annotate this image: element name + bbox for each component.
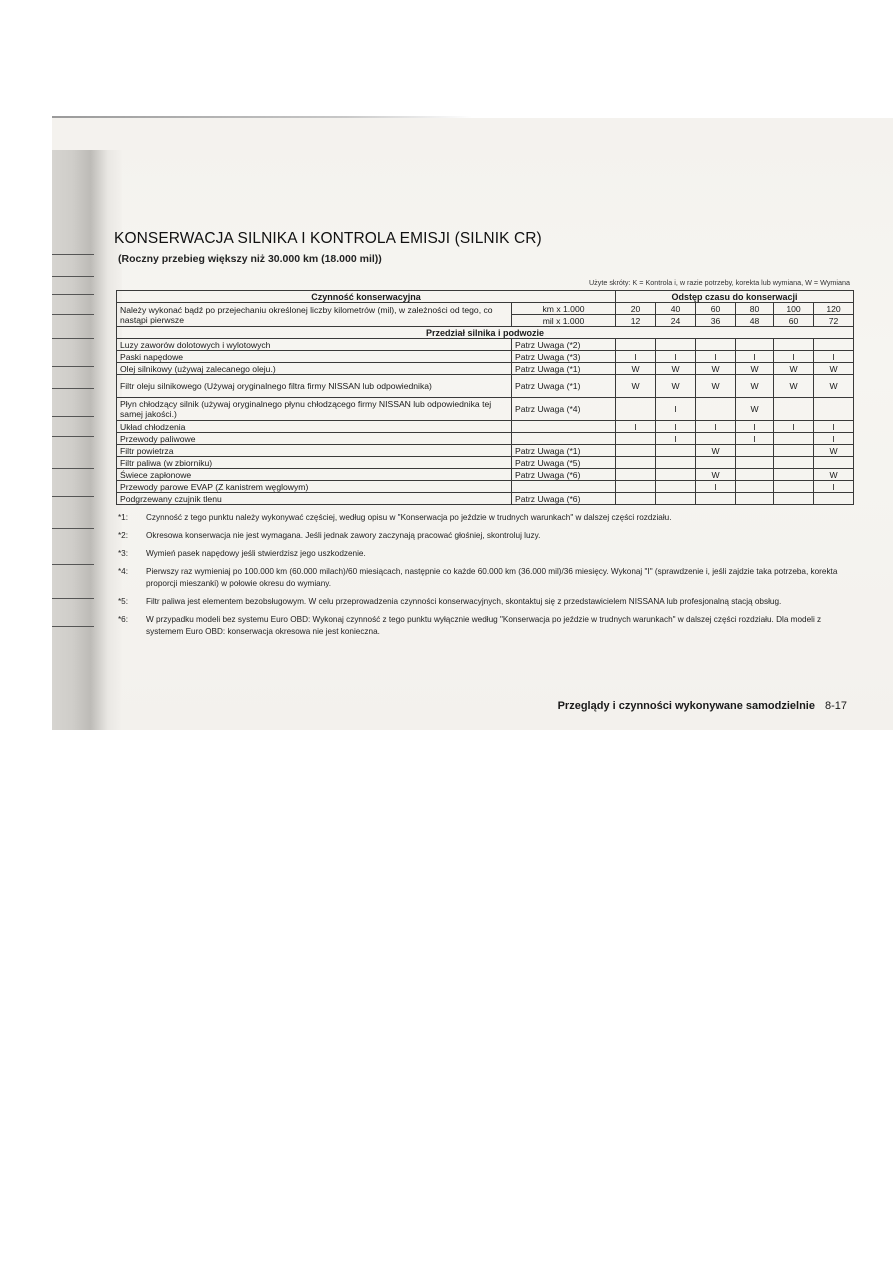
row-action-cell bbox=[696, 493, 736, 505]
row-action-cell bbox=[616, 469, 656, 481]
km-value: 80 bbox=[736, 303, 774, 315]
row-note: Patrz Uwaga (*6) bbox=[512, 469, 616, 481]
table-row bbox=[117, 433, 854, 445]
row-action-cell bbox=[736, 469, 774, 481]
row-action-cell: I bbox=[616, 351, 656, 363]
km-value: 40 bbox=[656, 303, 696, 315]
row-action-cell bbox=[814, 398, 854, 421]
row-action-cell bbox=[656, 339, 696, 351]
page-footer bbox=[558, 700, 847, 712]
row-action-cell bbox=[736, 481, 774, 493]
row-action-cell bbox=[696, 457, 736, 469]
row-action-cell bbox=[814, 457, 854, 469]
row-action-cell: I bbox=[814, 421, 854, 433]
row-action-cell bbox=[774, 469, 814, 481]
table-row bbox=[117, 469, 854, 481]
footnote-text: Wymień pasek napędowy jeśli stwierdzisz jego uszkodzenie. bbox=[146, 549, 366, 558]
row-note: Patrz Uwaga (*6) bbox=[512, 493, 616, 505]
footnote-text: Czynność z tego punktu należy wykonywać częściej, według opisu w "Konserwacja po jeździe w trudnych warunkach" w dalszej części rozdziału. bbox=[146, 513, 672, 522]
row-action-cell: W bbox=[656, 375, 696, 398]
row-note: Patrz Uwaga (*2) bbox=[512, 339, 616, 351]
row-note bbox=[512, 481, 616, 493]
row-action-cell: I bbox=[814, 433, 854, 445]
row-item: Świece zapłonowe bbox=[117, 469, 512, 481]
row-action-cell: W bbox=[736, 375, 774, 398]
row-action-cell: I bbox=[656, 421, 696, 433]
row-action-cell bbox=[774, 493, 814, 505]
row-action-cell: I bbox=[736, 421, 774, 433]
row-item: Przewody parowe EVAP (Z kanistrem węglowym) bbox=[117, 481, 512, 493]
row-item: Paski napędowe bbox=[117, 351, 512, 363]
table-row bbox=[117, 363, 854, 375]
row-action-cell: I bbox=[696, 421, 736, 433]
row-action-cell bbox=[616, 481, 656, 493]
km-label: km x 1.000 bbox=[512, 303, 616, 315]
table-row bbox=[117, 493, 854, 505]
row-action-cell bbox=[616, 433, 656, 445]
row-action-cell bbox=[774, 398, 814, 421]
row-action-cell: W bbox=[814, 445, 854, 457]
row-action-cell bbox=[736, 493, 774, 505]
row-action-cell bbox=[656, 457, 696, 469]
page-title: KONSERWACJA SILNIKA I KONTROLA EMISJI (SILNIK CR) bbox=[114, 230, 542, 247]
row-action-cell: I bbox=[696, 481, 736, 493]
row-action-cell bbox=[814, 493, 854, 505]
row-action-cell bbox=[656, 493, 696, 505]
mil-value: 36 bbox=[696, 315, 736, 327]
row-item: Przewody paliwowe bbox=[117, 433, 512, 445]
row-action-cell: W bbox=[774, 363, 814, 375]
row-action-cell bbox=[736, 445, 774, 457]
row-item: Filtr powietrza bbox=[117, 445, 512, 457]
header-activity: Czynność konserwacyjna bbox=[117, 291, 616, 303]
table-row bbox=[117, 398, 854, 421]
row-action-cell bbox=[774, 457, 814, 469]
mil-value: 24 bbox=[656, 315, 696, 327]
row-action-cell: W bbox=[696, 445, 736, 457]
footnote-text: Filtr paliwa jest elementem bezobsługowym. W celu przeprowadzenia czynności konserwacyjnych, skontaktuj się z przedstawicielem NISSANA lub profesjonalną stacją obsług. bbox=[146, 597, 782, 606]
row-action-cell bbox=[814, 339, 854, 351]
footnote bbox=[118, 596, 858, 608]
footnote-text: Pierwszy raz wymieniaj po 100.000 km (60.000 milach)/60 miesiącach, następnie co każde 60.000 km (36.000 mil)/36 miesięcy. Wykonaj "I" (sprawdzenie i, jeśli zajdzie taka potrzeba, korekta proporcji mieszanki) w połowie okresu do wymiany. bbox=[146, 567, 838, 588]
row-note: Patrz Uwaga (*1) bbox=[512, 445, 616, 457]
row-note bbox=[512, 421, 616, 433]
row-action-cell: I bbox=[696, 351, 736, 363]
row-action-cell: I bbox=[736, 433, 774, 445]
row-action-cell: I bbox=[616, 421, 656, 433]
row-action-cell: W bbox=[696, 375, 736, 398]
row-action-cell: W bbox=[736, 363, 774, 375]
row-item: Podgrzewany czujnik tlenu bbox=[117, 493, 512, 505]
abbreviations-legend: Użyte skróty: K = Kontrola i, w razie potrzeby, korekta lub wymiana, W = Wymiana bbox=[588, 278, 850, 287]
row-action-cell bbox=[656, 469, 696, 481]
row-item: Filtr paliwa (w zbiorniku) bbox=[117, 457, 512, 469]
row-action-cell bbox=[736, 457, 774, 469]
row-action-cell: W bbox=[736, 398, 774, 421]
row-note: Patrz Uwaga (*5) bbox=[512, 457, 616, 469]
row-item: Olej silnikowy (używaj zalecanego oleju.) bbox=[117, 363, 512, 375]
row-action-cell: W bbox=[696, 363, 736, 375]
row-action-cell: W bbox=[814, 375, 854, 398]
mil-value: 72 bbox=[814, 315, 854, 327]
row-action-cell bbox=[656, 481, 696, 493]
row-action-cell bbox=[774, 445, 814, 457]
footnote bbox=[118, 512, 858, 524]
footnote-mark: *5: bbox=[118, 597, 129, 606]
row-action-cell bbox=[774, 433, 814, 445]
footer-section-title: Przeglądy i czynności wykonywane samodzielnie bbox=[557, 700, 815, 712]
table-body bbox=[117, 339, 854, 505]
row-item: Filtr oleju silnikowego (Używaj oryginalnego filtra firmy NISSAN lub odpowiednika) bbox=[117, 375, 512, 398]
km-value: 100 bbox=[774, 303, 814, 315]
row-action-cell: I bbox=[774, 351, 814, 363]
row-item: Układ chłodzenia bbox=[117, 421, 512, 433]
footnote-mark: *6: bbox=[118, 615, 129, 624]
row-action-cell: I bbox=[656, 433, 696, 445]
row-note: Patrz Uwaga (*3) bbox=[512, 351, 616, 363]
row-action-cell: W bbox=[814, 363, 854, 375]
row-action-cell bbox=[616, 493, 656, 505]
row-action-cell: W bbox=[696, 469, 736, 481]
footnote bbox=[118, 530, 858, 542]
row-action-cell bbox=[774, 339, 814, 351]
footnote-mark: *2: bbox=[118, 531, 129, 540]
table-row bbox=[117, 421, 854, 433]
row-item: Luzy zaworów dolotowych i wylotowych bbox=[117, 339, 512, 351]
header-interval: Odstęp czasu do konserwacji bbox=[616, 291, 854, 303]
footnote bbox=[118, 566, 858, 590]
km-value: 120 bbox=[814, 303, 854, 315]
km-value: 60 bbox=[696, 303, 736, 315]
footnote bbox=[118, 548, 858, 560]
row-action-cell: I bbox=[656, 351, 696, 363]
row-action-cell: I bbox=[814, 351, 854, 363]
row-note: Patrz Uwaga (*1) bbox=[512, 363, 616, 375]
mil-value: 12 bbox=[616, 315, 656, 327]
footnote-mark: *3: bbox=[118, 549, 129, 558]
row-action-cell bbox=[696, 398, 736, 421]
footnote-mark: *4: bbox=[118, 567, 129, 576]
row-item: Płyn chłodzący silnik (używaj oryginalnego płynu chłodzącego firmy NISSAN lub odpowiednika tej samej jakości.) bbox=[117, 398, 512, 421]
mil-value: 60 bbox=[774, 315, 814, 327]
facing-page-fragment bbox=[52, 238, 94, 628]
footnote bbox=[118, 614, 858, 638]
km-value: 20 bbox=[616, 303, 656, 315]
table-row bbox=[117, 457, 854, 469]
footnote-text: W przypadku modeli bez systemu Euro OBD: Wykonaj czynność z tego punktu wyłącznie według "Konserwacja po jeździe w trudnych warunkach" w dalszej części rozdziału. Dla modeli z systemem Euro OBD: konserwacja okresowa nie jest konieczna. bbox=[146, 615, 822, 636]
mil-label: mil x 1.000 bbox=[512, 315, 616, 327]
table-row bbox=[117, 375, 854, 398]
table-row bbox=[117, 339, 854, 351]
row-action-cell: W bbox=[616, 375, 656, 398]
row-action-cell bbox=[696, 433, 736, 445]
footnotes bbox=[118, 512, 858, 644]
row-action-cell: W bbox=[616, 363, 656, 375]
row-note bbox=[512, 433, 616, 445]
row-action-cell: I bbox=[736, 351, 774, 363]
row-action-cell: W bbox=[656, 363, 696, 375]
row-action-cell: I bbox=[814, 481, 854, 493]
row-action-cell: W bbox=[774, 375, 814, 398]
row-action-cell bbox=[616, 445, 656, 457]
table-row bbox=[117, 351, 854, 363]
row-action-cell: W bbox=[814, 469, 854, 481]
row-action-cell bbox=[616, 457, 656, 469]
row-action-cell bbox=[736, 339, 774, 351]
row-note: Patrz Uwaga (*1) bbox=[512, 375, 616, 398]
footnote-text: Okresowa konserwacja nie jest wymagana. Jeśli jednak zawory zaczynają pracować głośniej, skontroluj luzy. bbox=[146, 531, 541, 540]
row-action-cell bbox=[656, 445, 696, 457]
page-number: 8-17 bbox=[824, 700, 847, 712]
table-row bbox=[117, 481, 854, 493]
row-action-cell: I bbox=[656, 398, 696, 421]
section-header: Przedział silnika i podwozie bbox=[117, 327, 854, 339]
row-note: Patrz Uwaga (*4) bbox=[512, 398, 616, 421]
row-action-cell bbox=[774, 481, 814, 493]
row-action-cell bbox=[616, 398, 656, 421]
row-action-cell bbox=[616, 339, 656, 351]
table-row bbox=[117, 445, 854, 457]
interval-description: Należy wykonać bądź po przejechaniu określonej liczby kilometrów (mil), w zależności od tego, co nastąpi pierwsze bbox=[117, 303, 512, 327]
page-subtitle: (Roczny przebieg większy niż 30.000 km (18.000 mil)) bbox=[118, 253, 382, 265]
footnote-mark: *1: bbox=[118, 513, 129, 522]
row-action-cell bbox=[696, 339, 736, 351]
mil-value: 48 bbox=[736, 315, 774, 327]
row-action-cell: I bbox=[774, 421, 814, 433]
maintenance-table bbox=[116, 290, 854, 505]
